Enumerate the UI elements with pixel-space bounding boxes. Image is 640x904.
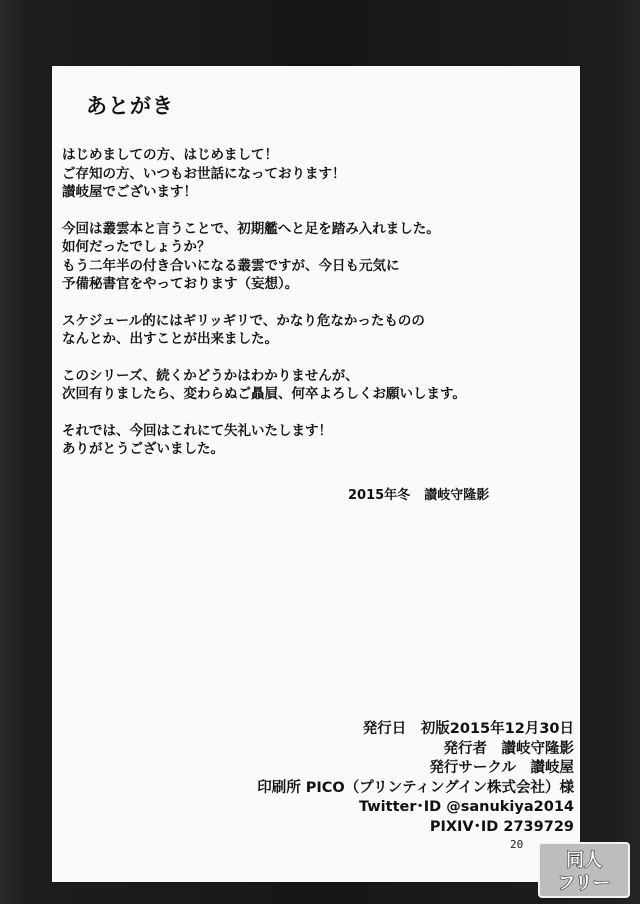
colophon-printer: 印刷所 PICO（プリンティングイン株式会社）様 xyxy=(257,779,574,796)
text-line: なんとか、出すことが出来ました。 xyxy=(62,331,278,347)
signature-author: 讃岐守隆影 xyxy=(424,488,490,503)
colophon-pixiv: PIXIV･ID 2739729 xyxy=(429,818,574,835)
text-line: 今回は叢雲本と言うことで、初期艦へと足を踏み入れました。 xyxy=(62,220,440,237)
text-line: はじめましての方、はじめまして！ xyxy=(62,147,278,163)
colophon-publisher: 発行者 讃岐守隆影 xyxy=(443,740,574,757)
text-line: スケジュール的にはギリッギリで、かなり危なかったものの xyxy=(62,312,425,329)
colophon-publish-date: 発行日 初版2015年12月30日 xyxy=(362,721,574,737)
text-line: このシリーズ、続くかどうかはわかりませんが、 xyxy=(62,367,359,384)
text-line: 如何だったでしょうか？ xyxy=(62,239,211,255)
colophon xyxy=(257,720,574,837)
paragraph-closing xyxy=(62,422,574,459)
text-line: ご存知の方、いつもお世話になっております！ xyxy=(62,165,346,182)
signature xyxy=(348,484,489,503)
text-line: 予備秘書官をやっております（妄想）。 xyxy=(62,276,299,292)
afterword-body xyxy=(62,146,574,477)
paragraph-topic xyxy=(62,220,574,294)
colophon-circle: 発行サークル 讃岐屋 xyxy=(429,760,574,776)
logo-lettering xyxy=(542,845,626,895)
logo-line-1: 同人 xyxy=(566,850,602,871)
page-number: 20 xyxy=(510,838,524,851)
colophon-twitter: Twitter･ID @sanukiya2014 xyxy=(358,799,574,815)
paragraph-greeting xyxy=(62,146,574,202)
text-line: 次回有りましたら、変わらぬご贔屓、何卒よろしくお願いします。 xyxy=(62,386,466,402)
text-line: 讃岐屋でございます！ xyxy=(62,184,197,200)
afterword-page xyxy=(52,66,580,882)
text-line: ありがとうございました。 xyxy=(62,441,224,457)
paragraph-series xyxy=(62,367,574,404)
text-line: もう二年半の付き合いになる叢雲ですが、今日も元気に xyxy=(62,257,400,274)
logo-line-2: フリー xyxy=(557,873,611,894)
signature-date: 2015年冬 xyxy=(348,488,411,503)
text-line: それでは、今回はこれにて失礼いたします！ xyxy=(62,422,332,439)
paragraph-schedule xyxy=(62,312,574,349)
page-title: あとがき xyxy=(86,94,174,118)
doujin-free-logo xyxy=(538,842,630,898)
